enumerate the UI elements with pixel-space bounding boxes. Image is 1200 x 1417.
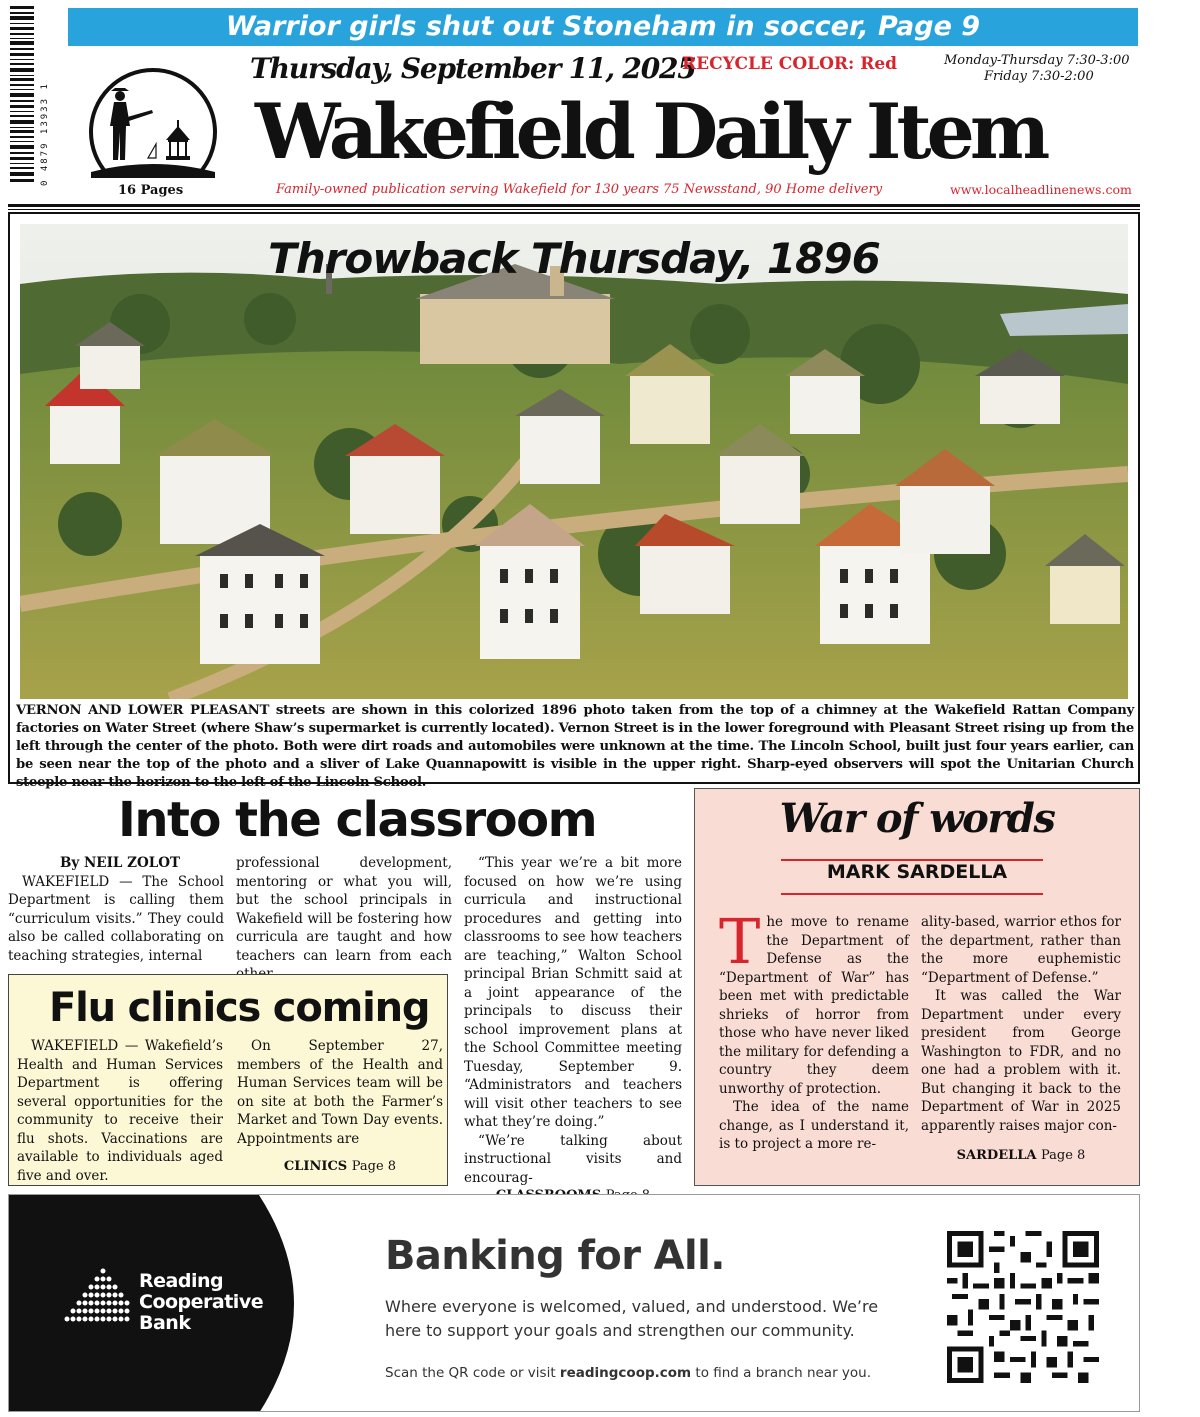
masthead-rule bbox=[8, 204, 1140, 207]
opinion-text-1 bbox=[719, 905, 909, 1098]
flu-text-2: On September 27, members of the Health and Human Services team will be on site at both the Farmer’s Market and Town Day events. Appointments are bbox=[237, 1038, 443, 1147]
opinion-col-1 bbox=[719, 905, 909, 1154]
issue-date: Thursday, September 11, 2025 bbox=[250, 52, 696, 85]
opinion-box bbox=[694, 788, 1140, 1186]
opinion-text-4: It was called the War Department under every president from George Washington to FDR, and no one had a problem with it. But changing it back to the Department of War in 2025 apparently raises major con- bbox=[921, 988, 1121, 1134]
classroom-text-4: “We’re talking about instructional visits and encourag- bbox=[464, 1132, 682, 1186]
promo-banner[interactable]: Warrior girls shut out Stoneham in soccer, Page 9 bbox=[68, 8, 1138, 46]
qr-code[interactable] bbox=[947, 1231, 1099, 1383]
opinion-headline[interactable]: War of words bbox=[779, 795, 1055, 842]
ad-footer-link[interactable]: readingcoop.com bbox=[559, 1365, 692, 1381]
classroom-headline[interactable]: Into the classroom bbox=[118, 792, 597, 848]
tagline: Family-owned publication serving Wakefield for 130 years 75 Newsstand, 90 Home delivery bbox=[276, 182, 883, 197]
classroom-col-1 bbox=[8, 854, 224, 965]
opinion-jump[interactable] bbox=[921, 1147, 1121, 1166]
opinion-text-3: ality-based, warrior ethos for the department, rather than the more euphemistic “Department of Defense.” bbox=[921, 914, 1121, 986]
opinion-text-2: The idea of the name change, as I understand it, is to project a more re- bbox=[719, 1099, 909, 1152]
hours-friday: Friday 7:30-2:00 bbox=[984, 69, 1094, 84]
flu-headline[interactable]: Flu clinics coming bbox=[49, 985, 430, 1031]
classroom-text-2: professional development, mentoring or what you will, but the school principals in Wakefield will be fostering how curricula are taught and how teachers can learn from each bbox=[236, 855, 452, 964]
opinion-col-2 bbox=[921, 913, 1121, 1166]
bank-name-line-3: Bank bbox=[139, 1312, 191, 1334]
bank-name bbox=[139, 1271, 263, 1334]
photo-caption: VERNON AND LOWER PLEASANT streets are shown in this colorized 1896 photo taken from the top of a chimney at the Wakefield Rattan Company factories on Water Street (where Shaw’s supermarket is currently located). Vernon Street is in the lower foreground with Pleasant Street rising up from the left through the center of the photo. Both were dirt roads and automobiles were unknown at the time. The Lincoln School, built just four years earlier, can be seen near the top of the photo and a sliver of Lake Quannapowitt is visible in the upper right. Sharp-eyed observers will spot the Unitarian Church steeple near the horizon to the left of the Lincoln School. bbox=[16, 703, 1134, 790]
ad-footer-post: to find a branch near you. bbox=[691, 1365, 872, 1381]
opinion-jump-word: SARDELLA bbox=[956, 1148, 1037, 1163]
barcode-digits: 0 4879 13933 1 bbox=[40, 82, 50, 186]
ad-footer-pre: Scan the QR code or visit bbox=[385, 1365, 560, 1381]
throwback-photo-block bbox=[8, 212, 1140, 790]
flu-clinic-box bbox=[8, 974, 448, 1186]
flu-jump[interactable] bbox=[237, 1158, 443, 1177]
classroom-text-3: “This year we’re a bit more focused on how we’re using curricula and instructional procedures and getting into classrooms to see how teachers are teaching,” Walton School principal Brian Schmitt said at a joint appearance of the principals to discuss their school improvement plans at the School Committee meeting Tuesday, September 9. “Administrators and teachers will visit other teachers to see what they’re doing.” bbox=[464, 855, 682, 1130]
classroom-col-2 bbox=[236, 854, 452, 984]
website-link[interactable]: www.localheadlinenews.com bbox=[950, 182, 1132, 197]
opinion-text-1-body: he move to rename the Department of Defense as the “Department of War” has been met with predictable shrieks of horror from those who have never liked the military for defending a country they deem unworthy of protection. bbox=[719, 914, 909, 1097]
minuteman-logo bbox=[78, 60, 228, 190]
flu-jump-page: Page 8 bbox=[351, 1159, 397, 1174]
opinion-author: MARK SARDELLA bbox=[826, 861, 1008, 883]
newspaper-title: Wakefield Daily Item bbox=[255, 87, 1046, 176]
page-count: 16 Pages bbox=[118, 183, 184, 198]
hours-weekday: Monday-Thursday 7:30-3:00 bbox=[944, 53, 1130, 68]
opinion-jump-page: Page 8 bbox=[1041, 1148, 1086, 1163]
ad-body: Where everyone is welcomed, valued, and understood. We’re here to support your goals and strengthen our community. bbox=[385, 1297, 879, 1340]
town-scene-illustration bbox=[20, 224, 1128, 699]
classroom-text-1: WAKEFIELD — The School Department is calling them “curriculum visits.” They could also be called collaborating on teaching strategies, internal bbox=[8, 873, 224, 964]
ad-headline: Banking for All. bbox=[385, 1233, 725, 1279]
ad-footer bbox=[385, 1365, 871, 1381]
recycle-color: RECYCLE COLOR: Red bbox=[682, 54, 898, 74]
office-hours bbox=[944, 53, 1130, 85]
flu-col-2 bbox=[237, 1037, 443, 1177]
throwback-photo[interactable] bbox=[20, 224, 1128, 699]
classroom-col-3 bbox=[464, 854, 682, 1206]
masthead-rule-thin bbox=[8, 209, 1140, 210]
flu-text-1: WAKEFIELD — Wakefield’s Health and Human Services Department is offering several opportunities for the community to receive their flu shots. Vaccinations are available to individuals aged five and over. bbox=[17, 1038, 223, 1184]
flu-col-1 bbox=[17, 1037, 223, 1185]
opinion-rule-bottom bbox=[781, 893, 1043, 895]
opinion-dropcap: T bbox=[719, 905, 761, 978]
bank-name-line-2: Cooperative bbox=[139, 1291, 264, 1313]
classroom-byline: By NEIL ZOLOT bbox=[60, 855, 181, 871]
bank-name-line-1: Reading bbox=[139, 1270, 224, 1292]
flu-jump-word: CLINICS bbox=[283, 1159, 348, 1174]
photo-title: Throwback Thursday, 1896 bbox=[268, 234, 880, 283]
bank-advertisement[interactable] bbox=[8, 1194, 1140, 1412]
